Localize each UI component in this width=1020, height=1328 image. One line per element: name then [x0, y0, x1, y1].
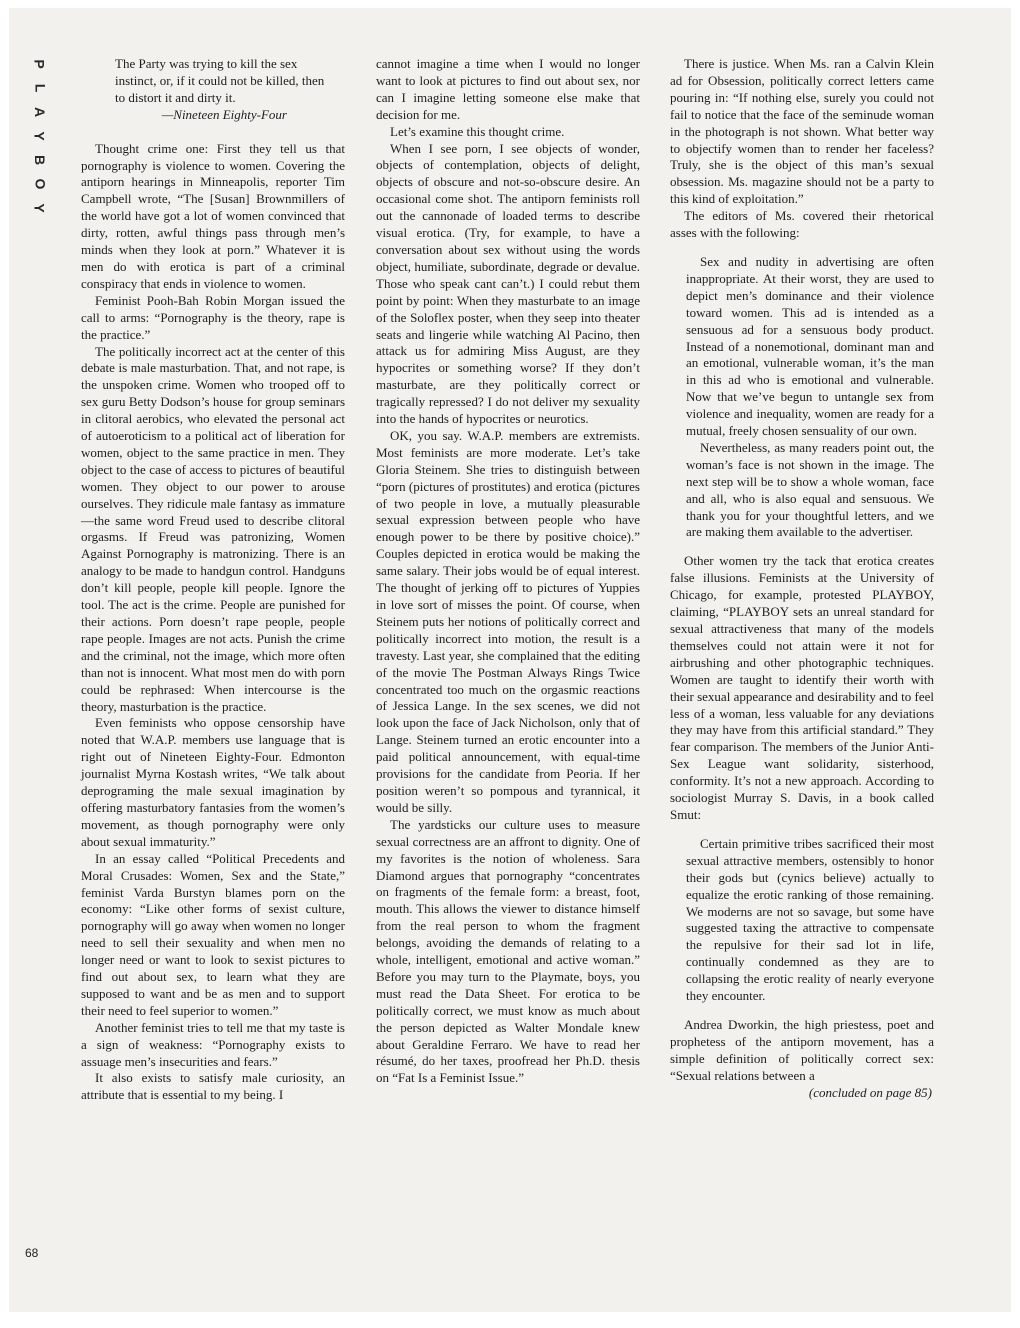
paragraph: When I see porn, I see objects of wonder, objects of contemplation, objects of delight, objects of obscure and not-so-obscure desire. An occasional come shot. The antiporn feminists roll out the cannonade of loaded terms to describe visual erotica. (Try, for example, to have a conversation about sex without using the words object, humiliate, subordinate, degrade or devalue. Those who speak cant can’t.) I could rebut them point by point: When they masturbate to an image of the Soloflex poster, when they seep into theater seats and lingerie while watching Al Pacino, then attack us for admiring Miss August, are they hypocrites or something worse? If they don’t masturbate, are they politically correct or tragically repressed? I do not deliver my sexuality into the hands of hypocrites or neurotics. [376, 140, 640, 427]
spine-letter: O [31, 178, 48, 190]
paragraph: In an essay called “Political Precedents and Moral Crusades: Women, Sex and the State,” feminist Varda Burstyn blames porn on the economy: “Like other forms of sexist culture, pornography will go away when women no longer need to sell their sexuality and when men no longer need or want to look to sexist pictures to find out about sex, to learn what they are supposed to want and be as men and to support their need to feel superior to women.” [81, 850, 345, 1018]
magazine-page [9, 8, 1011, 1312]
paragraph: Let’s examine this thought crime. [390, 123, 565, 139]
spine-letter: B [32, 154, 48, 166]
column-1 [81, 56, 345, 1104]
block-quote: Sex and nudity in advertising are often inappropriate. At their worst, they are used to depict men’s dominance and their violence toward women. This ad is intended as a sensuous ad for a sensuous body product. Instead of a nonemotional, dominant man and an emotional, vulnerable woman, it’s the man in this ad who is emotional and vulnerable. Now that we’ve begun to untangle sex from violence and inequality, women are ready for a mutual, freely chosen sensuality of our own. [686, 253, 934, 439]
paragraph: Thought crime one: First they tell us that pornography is violence to women. Covering the antiporn hearings in Minneapolis, reporter Tim Campbell wrote, “The [Susan] Brownmillers of the world have got a lot of women convinced that dirty, rotten, awful things pass through men’s minds when they look at porn.” Whatever it is men do with erotica is part of a criminal conspiracy that ends in violence to women. [81, 140, 345, 291]
continued-line: (concluded on page 85) [808, 1084, 932, 1100]
paragraph: Feminist Pooh-Bah Robin Morgan issued the call to arms: “Pornography is the theory, rape is the practice.” [81, 292, 345, 342]
spine-masthead [29, 52, 51, 220]
paragraph: It also exists to satisfy male curiosity, an attribute that is essential to my being. I [81, 1070, 345, 1103]
paragraph: Other women try the tack that erotica creates false illusions. Feminists at the University of Chicago, for example, protested PLAYBOY, claiming, “PLAYBOY sets an unreal standard for sexual attractiveness that many of the models themselves could not attain were it not for airbrushing and other photographic techniques. Women are taught to identify their worth with their sexual appearance and desirability and to feel less of a woman, less valuable for any deviations they may have from this artificial standard.” They fear comparison. The members of the Junior Anti-Sex League want solidarity, sisterhood, conformity. It’s not a new approach. According to sociologist Murray S. Davis, in a book called Smut: [670, 553, 934, 822]
paragraph: The editors of Ms. covered their rhetorical asses with the following: [670, 208, 934, 241]
column-2 [376, 56, 640, 1087]
column-3 [670, 56, 934, 1101]
paragraph: cannot imagine a time when I would no longer want to look at pictures to find out about sex, nor can I imagine letting someone else make that decision for me. [376, 56, 640, 122]
spine-letter: P [32, 59, 48, 69]
paragraph: Andrea Dworkin, the high priestess, poet and prophetess of the antiporn movement, has a simple definition of politically correct sex: “Sexual relations between a [670, 1016, 934, 1083]
paragraph: The yardsticks our culture uses to measure sexual correctness are an affront to dignity. One of my favorites is the notion of wholeness. Sara Diamond argues that pornography “concentrates on fragments of the female form: a breast, foot, mouth. This allows the viewer to distance himself from the real person to whom the fragment belongs, avoiding the demands of relating to a whole, intelligent, emotional and active woman.” Before you may turn to the Playmate, boys, you must read the Data Sheet. For erotica to be politically correct, we must know as much about the person depicted as Walter Mondale knew about Geraldine Ferraro. We have to read her résumé, do her taxes, proofread her Ph.D. thesis on “Fat Is a Feminist Issue.” [376, 816, 640, 1086]
paragraph: Another feminist tries to tell me that my taste is a sign of weakness: “Pornography exists to assuage men’s insecurities and fears.” [81, 1019, 345, 1069]
spine-letter: Y [32, 203, 48, 213]
block-quote: Nevertheless, as many readers point out, the woman’s face is not shown in the image. The next step will be to show a whole woman, face and all, who is also equal and sensuous. We thank you for your thoughtful letters, and we are making them available to the advertiser. [686, 439, 934, 540]
page-number: 68 [25, 1246, 39, 1260]
spine-letter: Y [32, 131, 48, 141]
paragraph: The politically incorrect act at the center of this debate is male masturbation. That, and not rape, is the unspoken crime. Women who trooped off to sex guru Betty Dodson’s house for group seminars in clitoral aerobics, who elevated the personal act of autoeroticism to a political act of liberation for women, object to the same practice in men. They object to the case of access to pictures of beautiful women. They object to our power to arouse ourselves. They ridicule male fantasy as immature—the same word Freud used to describe clitoral orgasms. If Freud was patronizing, Women Against Pornography is matronizing. There is an analogy to be made to handgun control. Handguns don’t kill people, people kill people. Ignore the tool. The act is the crime. People are punished for their actions. Porn doesn’t rape people, people rape people. Images are not acts. Punish the crime and the criminal, not the image, which more often than not is innocent. What most men do with porn could be rephrased: When intercourse is the theory, masturbation is the practice. [81, 343, 345, 714]
epigraph: The Party was trying to kill the sex instinct, or, if it could not be killed, then to distort it and dirty it. [115, 56, 325, 105]
spine-letter: A [32, 106, 48, 118]
spine-letter: L [32, 83, 48, 93]
paragraph: There is justice. When Ms. ran a Calvin Klein ad for Obsession, politically correct letters came pouring in: “If nothing else, surely you could not fail to notice that the face of the seminude woman in the photograph is not shown. What better way to objectify women than to render her faceless? Truly, she is the object of this man’s sexual obsession. Ms. magazine should not be a party to this kind of exploitation.” [670, 56, 934, 207]
block-quote: Certain primitive tribes sacrificed their most sexual attractive members, ostensibly to honor their gods but (cynics believe) actually to equalize the erotic ranking of those remaining. We moderns are not so savage, but some have suggested taxing the attractive to compensate the repulsive for their sad lot in life, continually condemned as they are to collapsing the erotic reality of nearly everyone they encounter. [686, 835, 934, 1004]
epigraph-source: —Nineteen Eighty-Four [161, 106, 287, 122]
paragraph: OK, you say. W.A.P. members are extremists. Most feminists are more moderate. Let’s take Gloria Steinem. She tries to distinguish between “porn (pictures of prostitutes) and erotica (pictures of two people in love, a mutually pleasurable sexual expression between people who have enough power to be there by positive choice).” Couples depicted in erotica would be making the same salary. Their jobs would be of equal interest. The thought of jerking off to pictures of Yuppies in love sort of misses the point. Of course, when Steinem puts her notions of politically correct and politically incorrect into motion, the result is a travesty. Last year, she complained that the editing of the movie The Postman Always Rings Twice concentrated too much on the orgasmic reactions of Jessica Lange. In the sex scenes, we did not look upon the face of Jack Nicholson, only that of Lange. Steinem turned an erotic encounter into a paid political announcement, with equal-time provisions for the candidate from Peoria. If her position weren’t so pompous and tyrannical, it would be silly. [376, 427, 640, 815]
paragraph: Even feminists who oppose censorship have noted that W.A.P. members use language that is right out of Nineteen Eighty-Four. Edmonton journalist Myrna Kostash writes, “We talk about deprograming the male sexual imagination by offering masturbatory fantasies from the women’s movement, as though pornography were only about sexual immaturity.” [81, 715, 345, 849]
